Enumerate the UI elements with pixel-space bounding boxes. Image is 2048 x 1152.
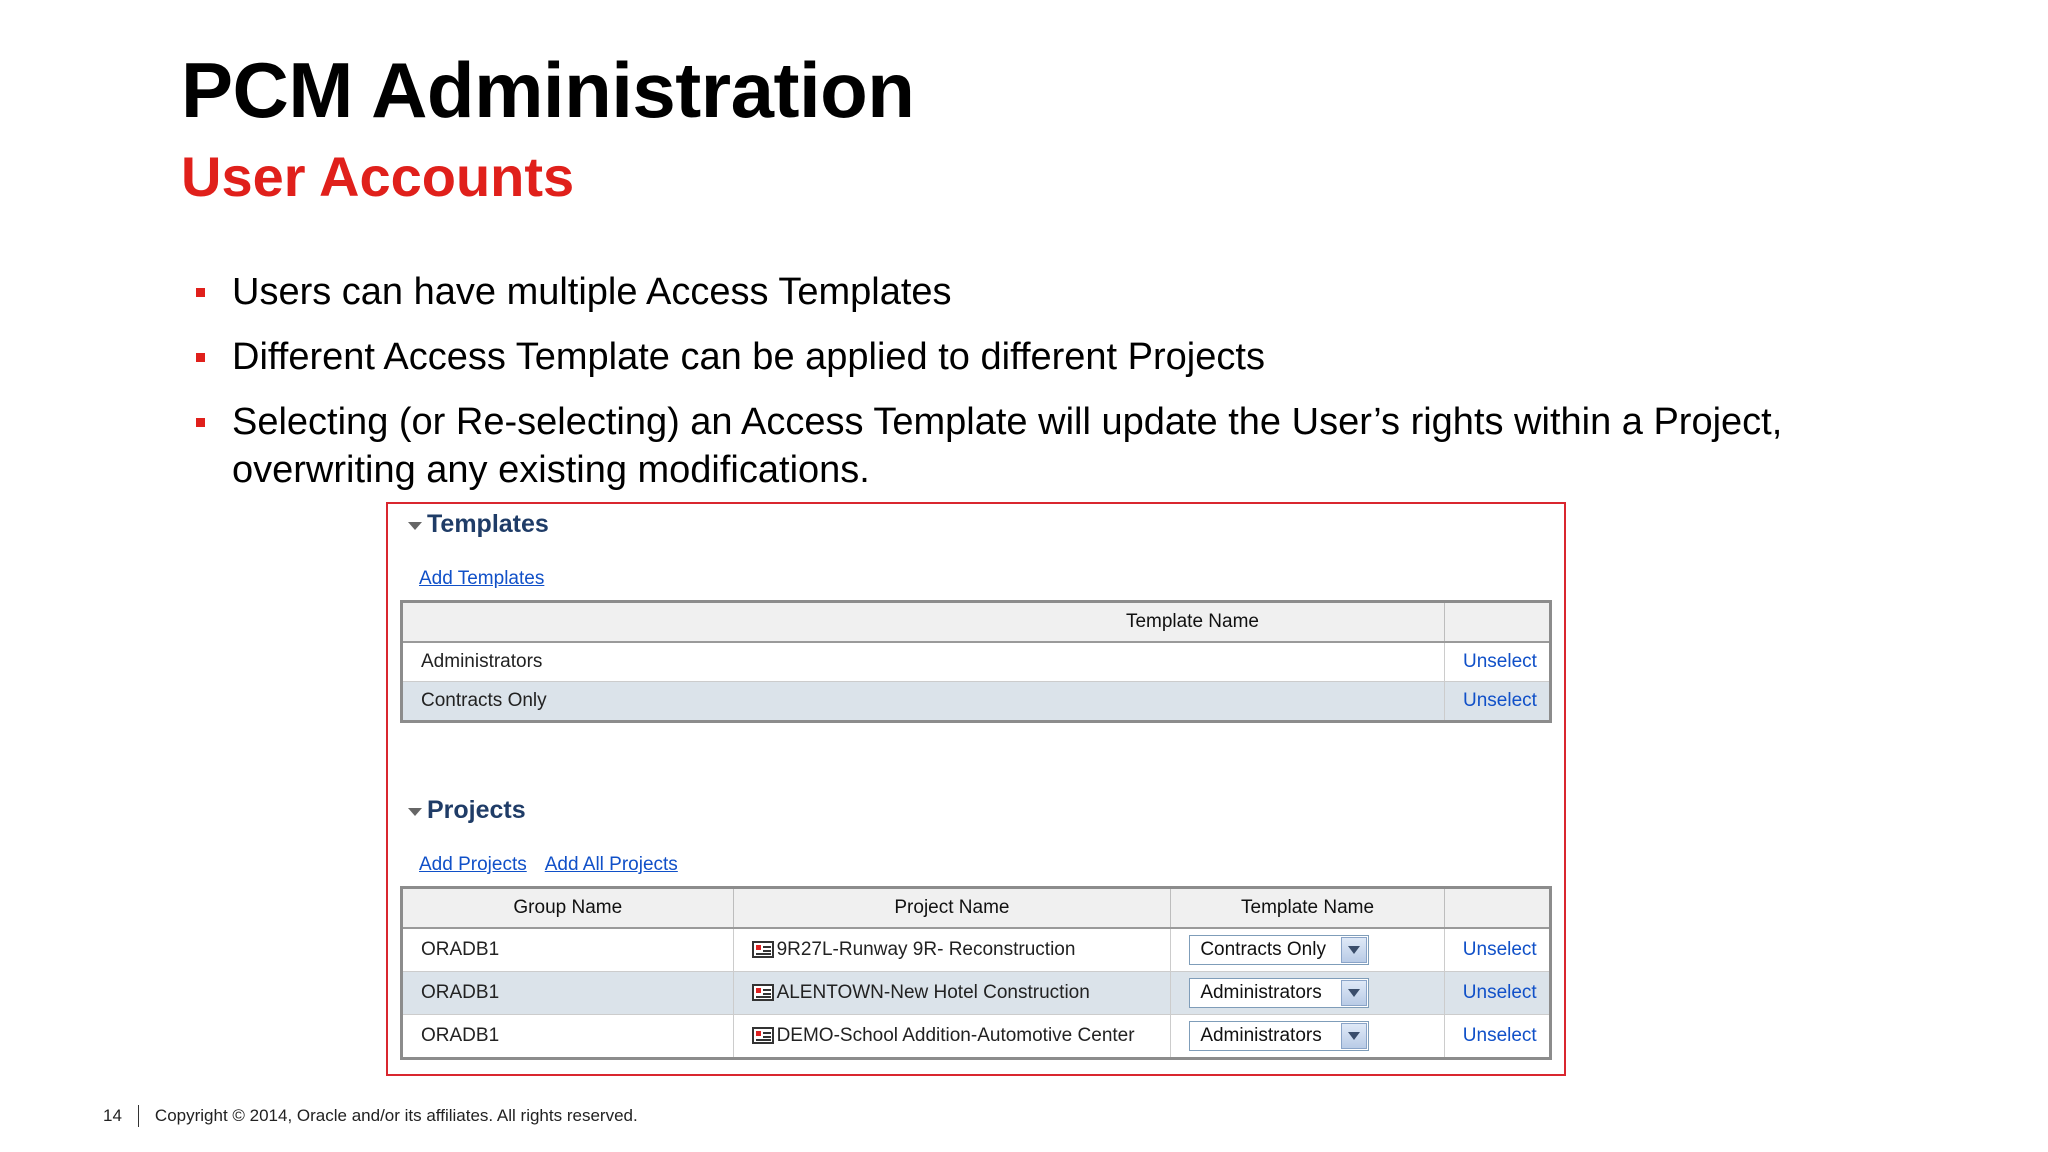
projects-section-title: Projects [427, 796, 526, 824]
projects-actions [419, 854, 678, 876]
template-name-column-header[interactable]: Template Name [402, 602, 1445, 643]
unselect-link[interactable]: Unselect [1462, 982, 1537, 1003]
bullet-item [194, 268, 1894, 316]
project-name-cell [733, 972, 1171, 1015]
project-name-text: ALENTOWN-New Hotel Construction [776, 982, 1090, 1003]
project-icon [752, 941, 774, 958]
projects-section-header[interactable] [408, 796, 526, 825]
project-name-cell [733, 1015, 1171, 1059]
page-number: 14 [103, 1106, 122, 1125]
project-name-text: 9R27L-Runway 9R- Reconstruction [776, 939, 1076, 960]
bullet-text: Users can have multiple Access Templates [232, 271, 952, 313]
templates-table [400, 600, 1552, 723]
collapse-triangle-icon[interactable] [408, 522, 422, 530]
embedded-screenshot [386, 502, 1566, 1076]
project-name-cell [733, 928, 1171, 972]
template-name-cell: Contracts Only [402, 682, 1445, 722]
templates-section-header[interactable] [408, 510, 549, 539]
bullet-square-icon [196, 288, 205, 297]
table-row [402, 928, 1551, 972]
project-name-column-header[interactable]: Project Name [733, 888, 1171, 929]
unselect-link[interactable]: Unselect [1463, 651, 1537, 672]
group-name-cell: ORADB1 [402, 972, 734, 1015]
unselect-link[interactable]: Unselect [1462, 939, 1537, 960]
bullet-text: Different Access Template can be applied to different Projects [232, 336, 1265, 378]
action-column-header [1444, 888, 1550, 929]
bullet-square-icon [196, 418, 205, 427]
bullet-list [194, 268, 1894, 511]
table-header-row [402, 888, 1551, 929]
templates-section-title: Templates [427, 510, 549, 538]
table-row [402, 1015, 1551, 1059]
slide-footer [103, 1105, 638, 1127]
footer-divider [138, 1105, 139, 1127]
template-name-column-header[interactable]: Template Name [1171, 888, 1444, 929]
unselect-cell [1444, 928, 1550, 972]
collapse-triangle-icon[interactable] [408, 808, 422, 816]
add-all-projects-link[interactable]: Add All Projects [544, 854, 678, 875]
template-select[interactable] [1189, 978, 1369, 1008]
page-subtitle: User Accounts [181, 145, 575, 208]
copyright-text: Copyright © 2014, Oracle and/or its affiliates. All rights reserved. [154, 1106, 638, 1125]
table-row [402, 642, 1551, 682]
page-title: PCM Administration [181, 46, 915, 134]
template-select-cell [1171, 972, 1444, 1015]
group-name-column-header[interactable]: Group Name [402, 888, 734, 929]
template-select-cell [1171, 1015, 1444, 1059]
templates-actions [419, 568, 544, 590]
projects-table [400, 886, 1552, 1060]
project-icon [752, 1027, 774, 1044]
table-header-row [402, 602, 1551, 643]
dropdown-button[interactable] [1341, 980, 1367, 1006]
bullet-item [194, 398, 1894, 494]
group-name-cell: ORADB1 [402, 1015, 734, 1059]
unselect-cell [1444, 1015, 1550, 1059]
template-select-cell [1171, 928, 1444, 972]
action-column-header [1445, 602, 1551, 643]
template-select-value: Administrators [1200, 1025, 1322, 1046]
unselect-link[interactable]: Unselect [1463, 690, 1537, 711]
dropdown-button[interactable] [1341, 1023, 1367, 1049]
add-projects-link[interactable]: Add Projects [419, 854, 527, 875]
group-name-cell: ORADB1 [402, 928, 734, 972]
add-templates-link[interactable]: Add Templates [419, 568, 545, 589]
bullet-text: Selecting (or Re-selecting) an Access Template will update the User’s rights within a Project, overwriting any existing modifications. [232, 401, 1783, 491]
project-name-text: DEMO-School Addition-Automotive Center [776, 1025, 1135, 1046]
table-row [402, 682, 1551, 722]
project-icon [752, 984, 774, 1001]
chevron-down-icon [1348, 989, 1360, 997]
bullet-square-icon [196, 353, 205, 362]
template-select[interactable] [1189, 935, 1369, 965]
chevron-down-icon [1348, 946, 1360, 954]
unselect-cell [1445, 682, 1551, 722]
bullet-item [194, 333, 1894, 381]
dropdown-button[interactable] [1341, 937, 1367, 963]
template-select[interactable] [1189, 1021, 1369, 1051]
unselect-cell [1444, 972, 1550, 1015]
table-row [402, 972, 1551, 1015]
unselect-cell [1445, 642, 1551, 682]
unselect-link[interactable]: Unselect [1462, 1025, 1537, 1046]
template-name-cell: Administrators [402, 642, 1445, 682]
chevron-down-icon [1348, 1032, 1360, 1040]
template-select-value: Contracts Only [1200, 939, 1326, 960]
template-select-value: Administrators [1200, 982, 1322, 1003]
